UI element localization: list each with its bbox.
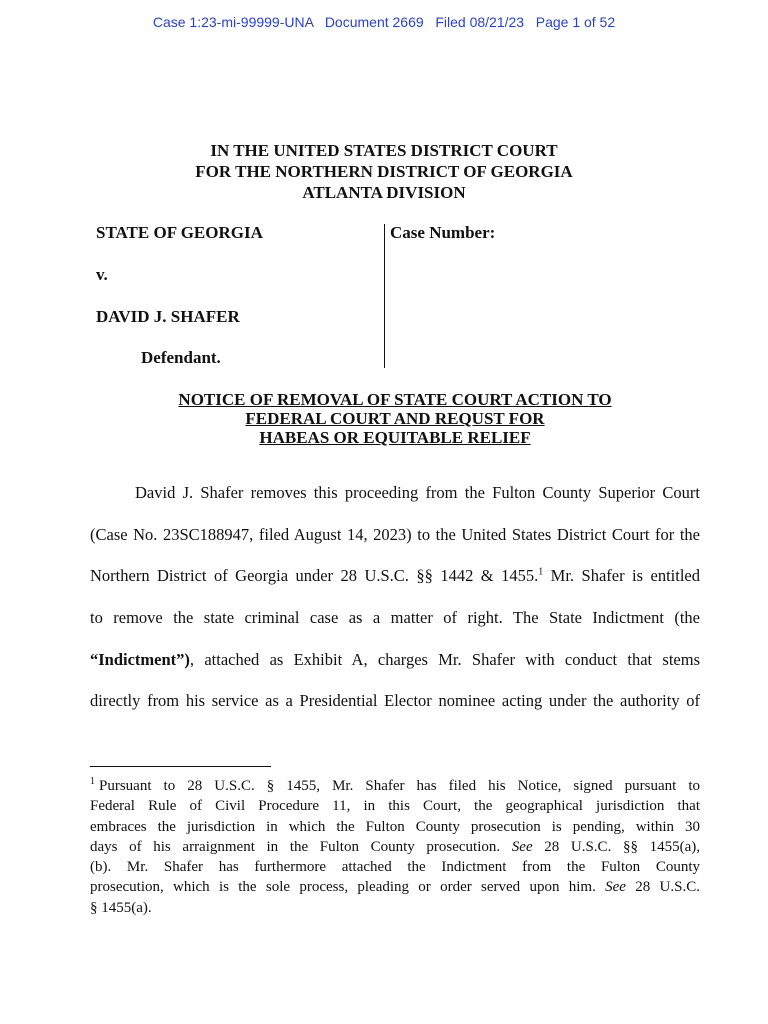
court-district-line: FOR THE NORTHERN DISTRICT OF GEORGIA (195, 162, 573, 181)
footnote-reference: 1 (538, 566, 544, 578)
title-line-1: NOTICE OF REMOVAL OF STATE COURT ACTION TO (178, 390, 612, 409)
footnote-number: 1 (90, 776, 95, 787)
body-line: (Case No. 23SC188947, filed August 14, 2023) to the United States District Court for the (90, 524, 700, 544)
body-line: directly from his service as a Presidential Elector nominee acting under the authority of (90, 691, 700, 711)
versus-label: v. (96, 265, 108, 284)
footnote-text-segment: prosecution, which is the sole process, pleading or order served upon him. (90, 879, 606, 896)
footnote (90, 776, 700, 918)
body-text-segment: Northern District of Georgia under 28 U.S.C. §§ 1442 & 1455. (90, 566, 539, 586)
footnote-text-segment: 28 U.S.C. (625, 879, 700, 896)
ecf-header-stamp: Case 1:23-mi-99999-UNA Document 2669 Filed 08/21/23 Page 1 of 52 (152, 14, 616, 30)
footnote-line: § 1455(a). (90, 899, 152, 916)
footnote-line: (b). Mr. Shafer has furthermore attached the Indictment from the Fulton County (90, 859, 700, 876)
footnote-line (90, 776, 700, 796)
defendant-label: Defendant. (141, 348, 221, 367)
body-paragraph (90, 472, 700, 722)
document-title (0, 390, 768, 447)
body-line (90, 639, 700, 681)
footnote-separator (90, 766, 271, 767)
defendant-name: DAVID J. SHAFER (96, 307, 240, 326)
body-text-segment: , attached as Exhibit A, charges Mr. Shafer with conduct that stems (189, 649, 700, 669)
plaintiff-name: STATE OF GEORGIA (96, 223, 263, 242)
body-text-segment: Mr. Shafer is entitled (543, 566, 700, 586)
footnote-text-segment: days of his arraignment in the Fulton County prosecution. (90, 838, 512, 855)
footnote-text-segment: Pursuant to 28 U.S.C. § 1455, Mr. Shafer has filed his Notice, signed pursuant to (99, 778, 700, 794)
footnote-text-segment: 28 U.S.C. §§ 1455(a), (532, 838, 700, 855)
title-line-2: FEDERAL COURT AND REQUST FOR (245, 409, 545, 428)
defined-term: “Indictment”) (90, 649, 190, 669)
footnote-line (90, 877, 700, 897)
citation-signal: See (605, 879, 626, 896)
citation-signal: See (511, 838, 533, 855)
footnote-line: embraces the jurisdiction in which the Fulton County prosecution is pending, within 30 (90, 818, 700, 835)
title-line-3: HABEAS OR EQUITABLE RELIEF (259, 428, 531, 447)
body-line: David J. Shafer removes this proceeding from the Fulton County Superior Court (135, 483, 700, 502)
case-number-label: Case Number: (390, 223, 496, 242)
footnote-line (90, 837, 700, 857)
body-line: to remove the state criminal case as a matter of right. The State Indictment (the (90, 608, 700, 628)
court-name-line: IN THE UNITED STATES DISTRICT COURT (210, 141, 558, 160)
body-line (90, 555, 700, 597)
court-division-line: ATLANTA DIVISION (302, 183, 466, 202)
footnote-line: Federal Rule of Civil Procedure 11, in this Court, the geographical jurisdiction that (90, 798, 700, 815)
court-caption-heading (0, 140, 768, 203)
caption-divider (384, 224, 385, 368)
